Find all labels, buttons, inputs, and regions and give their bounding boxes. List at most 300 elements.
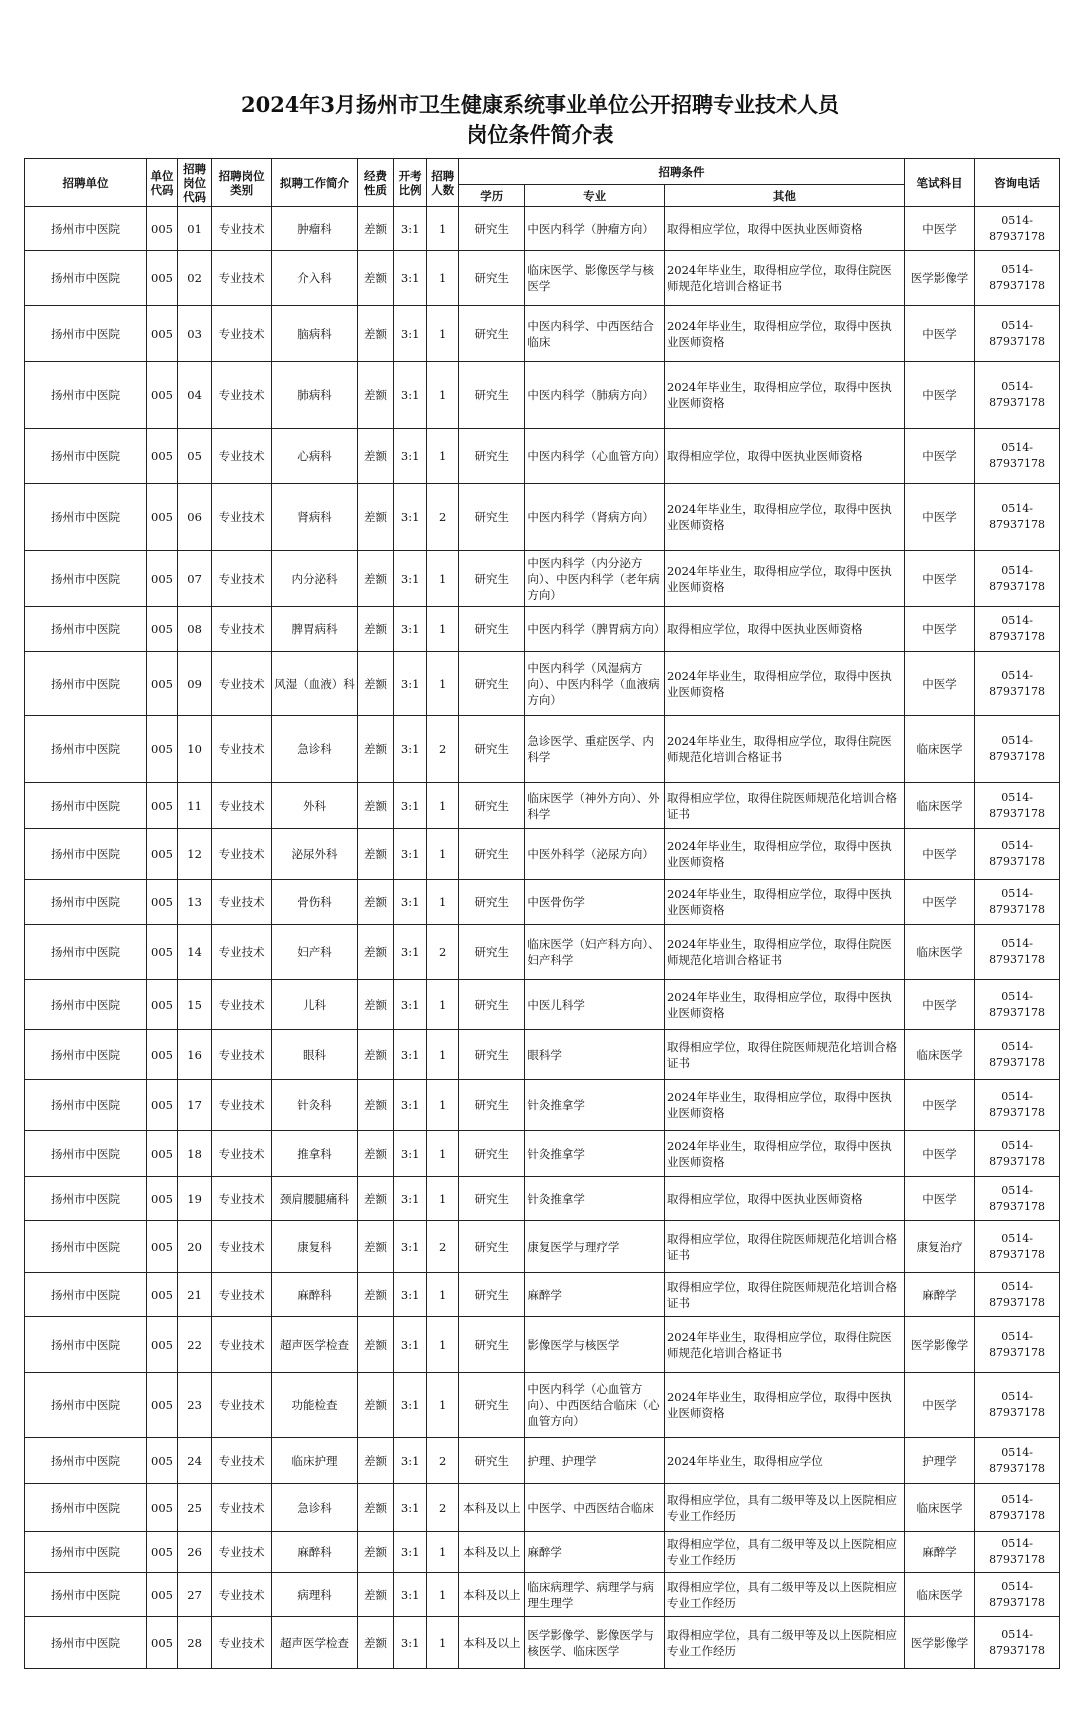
cell-funding: 差额: [357, 1177, 393, 1221]
cell-count: 1: [427, 980, 459, 1030]
cell-phone: 0514-87937178: [975, 880, 1060, 925]
cell-funding: 差额: [357, 880, 393, 925]
cell-ratio: 3:1: [394, 607, 427, 652]
cell-major: 临床医学、影像医学与核医学: [525, 251, 665, 306]
cell-funding: 差额: [357, 783, 393, 829]
cell-edu: 研究生: [459, 362, 525, 429]
cell-funding: 差额: [357, 1030, 393, 1080]
cell-phone: 0514-87937178: [975, 1373, 1060, 1438]
cell-edu: 研究生: [459, 1131, 525, 1177]
cell-post-code: 18: [178, 1131, 212, 1177]
cell-exam: 医学影像学: [904, 251, 974, 306]
cell-major: 眼科学: [525, 1030, 665, 1080]
cell-funding: 差额: [357, 1573, 393, 1617]
cell-exam: 中医学: [904, 1177, 974, 1221]
cell-count: 1: [427, 607, 459, 652]
table-row: [25, 251, 1060, 306]
cell-funding: 差额: [357, 829, 393, 880]
cell-phone: 0514-87937178: [975, 1532, 1060, 1573]
document-title: [0, 90, 1080, 150]
header-unit-code: 单位代码: [147, 159, 178, 207]
cell-phone: 0514-87937178: [975, 551, 1060, 607]
cell-major: 中医内科学（风湿病方向）、中医内科学（血液病方向）: [525, 652, 665, 716]
cell-edu: 研究生: [459, 1438, 525, 1484]
cell-exam: 中医学: [904, 652, 974, 716]
title-line-2: 岗位条件简介表: [466, 122, 614, 147]
table-row: [25, 484, 1060, 551]
cell-unit: 扬州市中医院: [25, 551, 147, 607]
cell-post-code: 28: [178, 1617, 212, 1669]
cell-unit: 扬州市中医院: [25, 1617, 147, 1669]
cell-funding: 差额: [357, 1617, 393, 1669]
cell-ratio: 3:1: [394, 1617, 427, 1669]
cell-post-code: 26: [178, 1532, 212, 1573]
cell-funding: 差额: [357, 1221, 393, 1273]
cell-other: 2024年毕业生，取得相应学位，取得中医执业医师资格: [664, 362, 904, 429]
cell-phone: 0514-87937178: [975, 1177, 1060, 1221]
cell-count: 1: [427, 1080, 459, 1131]
cell-phone: 0514-87937178: [975, 207, 1060, 251]
cell-phone: 0514-87937178: [975, 1317, 1060, 1373]
cell-work: 脑病科: [272, 306, 358, 362]
cell-funding: 差额: [357, 1273, 393, 1317]
table-body: [25, 207, 1060, 1669]
cell-other: 2024年毕业生，取得相应学位，取得住院医师规范化培训合格证书: [664, 251, 904, 306]
cell-post-type: 专业技术: [212, 484, 272, 551]
cell-post-code: 11: [178, 783, 212, 829]
cell-post-code: 06: [178, 484, 212, 551]
cell-exam: 临床医学: [904, 1030, 974, 1080]
cell-unit-code: 005: [147, 1373, 178, 1438]
cell-major: 针灸推拿学: [525, 1080, 665, 1131]
cell-unit-code: 005: [147, 829, 178, 880]
cell-major: 中医内科学（肿瘤方向）: [525, 207, 665, 251]
cell-post-code: 02: [178, 251, 212, 306]
header-post-code: 招聘岗位代码: [178, 159, 212, 207]
cell-other: 2024年毕业生，取得相应学位，取得中医执业医师资格: [664, 1080, 904, 1131]
cell-post-code: 16: [178, 1030, 212, 1080]
cell-unit-code: 005: [147, 251, 178, 306]
cell-unit-code: 005: [147, 1221, 178, 1273]
cell-ratio: 3:1: [394, 1221, 427, 1273]
cell-count: 1: [427, 251, 459, 306]
cell-unit: 扬州市中医院: [25, 980, 147, 1030]
cell-edu: 研究生: [459, 251, 525, 306]
cell-other: 2024年毕业生，取得相应学位，取得中医执业医师资格: [664, 652, 904, 716]
cell-work: 临床护理: [272, 1438, 358, 1484]
cell-funding: 差额: [357, 1131, 393, 1177]
cell-ratio: 3:1: [394, 980, 427, 1030]
cell-other: 取得相应学位，取得中医执业医师资格: [664, 207, 904, 251]
cell-funding: 差额: [357, 980, 393, 1030]
cell-other: 2024年毕业生，取得相应学位，取得中医执业医师资格: [664, 551, 904, 607]
cell-post-type: 专业技术: [212, 1221, 272, 1273]
cell-exam: 麻醉学: [904, 1273, 974, 1317]
cell-post-code: 04: [178, 362, 212, 429]
cell-count: 1: [427, 783, 459, 829]
cell-unit-code: 005: [147, 362, 178, 429]
cell-work: 麻醉科: [272, 1532, 358, 1573]
cell-major: 医学影像学、影像医学与核医学、临床医学: [525, 1617, 665, 1669]
cell-phone: 0514-87937178: [975, 1484, 1060, 1532]
cell-unit: 扬州市中医院: [25, 1221, 147, 1273]
cell-post-type: 专业技术: [212, 207, 272, 251]
recruitment-table: [24, 158, 1060, 1669]
cell-unit: 扬州市中医院: [25, 1131, 147, 1177]
cell-unit: 扬州市中医院: [25, 207, 147, 251]
cell-work: 急诊科: [272, 716, 358, 783]
cell-unit-code: 005: [147, 1573, 178, 1617]
cell-exam: 中医学: [904, 829, 974, 880]
cell-count: 1: [427, 1373, 459, 1438]
cell-ratio: 3:1: [394, 1030, 427, 1080]
table-row: [25, 980, 1060, 1030]
cell-work: 肾病科: [272, 484, 358, 551]
cell-funding: 差额: [357, 429, 393, 484]
cell-post-type: 专业技术: [212, 880, 272, 925]
cell-post-type: 专业技术: [212, 1131, 272, 1177]
cell-unit-code: 005: [147, 980, 178, 1030]
table-row: [25, 1221, 1060, 1273]
cell-unit: 扬州市中医院: [25, 484, 147, 551]
cell-major: 中医内科学（心血管方向）: [525, 429, 665, 484]
cell-post-code: 22: [178, 1317, 212, 1373]
cell-other: 2024年毕业生，取得相应学位: [664, 1438, 904, 1484]
cell-phone: 0514-87937178: [975, 1438, 1060, 1484]
cell-work: 骨伤科: [272, 880, 358, 925]
cell-ratio: 3:1: [394, 429, 427, 484]
cell-edu: 本科及以上: [459, 1617, 525, 1669]
header-exam: 笔试科目: [904, 159, 974, 207]
cell-unit: 扬州市中医院: [25, 925, 147, 980]
cell-post-code: 25: [178, 1484, 212, 1532]
cell-unit: 扬州市中医院: [25, 607, 147, 652]
header-edu: 学历: [459, 185, 525, 207]
cell-exam: 中医学: [904, 980, 974, 1030]
cell-post-code: 01: [178, 207, 212, 251]
cell-ratio: 3:1: [394, 880, 427, 925]
cell-post-type: 专业技术: [212, 1532, 272, 1573]
table-row: [25, 880, 1060, 925]
cell-post-code: 07: [178, 551, 212, 607]
cell-ratio: 3:1: [394, 251, 427, 306]
cell-post-code: 20: [178, 1221, 212, 1273]
cell-post-type: 专业技术: [212, 1273, 272, 1317]
cell-count: 1: [427, 1617, 459, 1669]
cell-post-type: 专业技术: [212, 829, 272, 880]
table-row: [25, 1177, 1060, 1221]
cell-other: 取得相应学位，取得中医执业医师资格: [664, 429, 904, 484]
cell-unit-code: 005: [147, 551, 178, 607]
header-post-type: 招聘岗位类别: [212, 159, 272, 207]
cell-unit-code: 005: [147, 1484, 178, 1532]
cell-funding: 差额: [357, 207, 393, 251]
cell-ratio: 3:1: [394, 1373, 427, 1438]
cell-major: 中医外科学（泌尿方向）: [525, 829, 665, 880]
cell-post-code: 27: [178, 1573, 212, 1617]
cell-unit-code: 005: [147, 1532, 178, 1573]
cell-major: 临床医学（神外方向）、外科学: [525, 783, 665, 829]
cell-count: 1: [427, 1030, 459, 1080]
cell-work: 肺病科: [272, 362, 358, 429]
cell-count: 1: [427, 829, 459, 880]
cell-count: 2: [427, 1438, 459, 1484]
cell-post-type: 专业技术: [212, 925, 272, 980]
cell-unit-code: 005: [147, 1317, 178, 1373]
cell-major: 临床医学（妇产科方向）、妇产科学: [525, 925, 665, 980]
cell-post-code: 19: [178, 1177, 212, 1221]
cell-count: 1: [427, 1573, 459, 1617]
cell-ratio: 3:1: [394, 551, 427, 607]
cell-work: 康复科: [272, 1221, 358, 1273]
cell-exam: 康复治疗: [904, 1221, 974, 1273]
cell-post-code: 17: [178, 1080, 212, 1131]
cell-edu: 研究生: [459, 1373, 525, 1438]
table-row: [25, 1438, 1060, 1484]
table-row: [25, 207, 1060, 251]
cell-phone: 0514-87937178: [975, 1573, 1060, 1617]
cell-ratio: 3:1: [394, 925, 427, 980]
cell-unit: 扬州市中医院: [25, 1317, 147, 1373]
cell-count: 1: [427, 207, 459, 251]
cell-work: 急诊科: [272, 1484, 358, 1532]
cell-phone: 0514-87937178: [975, 1080, 1060, 1131]
cell-ratio: 3:1: [394, 1131, 427, 1177]
cell-exam: 护理学: [904, 1438, 974, 1484]
cell-unit: 扬州市中医院: [25, 1080, 147, 1131]
cell-post-type: 专业技术: [212, 1573, 272, 1617]
cell-count: 1: [427, 1532, 459, 1573]
cell-count: 2: [427, 1484, 459, 1532]
cell-phone: 0514-87937178: [975, 1273, 1060, 1317]
cell-work: 心病科: [272, 429, 358, 484]
cell-edu: 研究生: [459, 652, 525, 716]
cell-phone: 0514-87937178: [975, 783, 1060, 829]
cell-work: 风湿（血液）科: [272, 652, 358, 716]
cell-other: 2024年毕业生，取得相应学位，取得住院医师规范化培训合格证书: [664, 925, 904, 980]
cell-unit-code: 005: [147, 783, 178, 829]
cell-unit-code: 005: [147, 1177, 178, 1221]
cell-unit: 扬州市中医院: [25, 251, 147, 306]
cell-funding: 差额: [357, 1484, 393, 1532]
cell-ratio: 3:1: [394, 652, 427, 716]
cell-other: 2024年毕业生，取得相应学位，取得中医执业医师资格: [664, 484, 904, 551]
cell-major: 中医骨伤学: [525, 880, 665, 925]
cell-post-type: 专业技术: [212, 1080, 272, 1131]
cell-phone: 0514-87937178: [975, 1221, 1060, 1273]
cell-count: 2: [427, 484, 459, 551]
cell-count: 2: [427, 925, 459, 980]
cell-work: 功能检查: [272, 1373, 358, 1438]
cell-unit: 扬州市中医院: [25, 362, 147, 429]
cell-ratio: 3:1: [394, 1273, 427, 1317]
table-row: [25, 1573, 1060, 1617]
cell-count: 1: [427, 1131, 459, 1177]
cell-exam: 临床医学: [904, 1573, 974, 1617]
header-unit: 招聘单位: [25, 159, 147, 207]
header-phone: 咨询电话: [975, 159, 1060, 207]
cell-count: 1: [427, 362, 459, 429]
cell-phone: 0514-87937178: [975, 429, 1060, 484]
cell-phone: 0514-87937178: [975, 829, 1060, 880]
cell-funding: 差额: [357, 716, 393, 783]
cell-unit: 扬州市中医院: [25, 1030, 147, 1080]
cell-unit: 扬州市中医院: [25, 1177, 147, 1221]
cell-count: 2: [427, 716, 459, 783]
cell-post-code: 09: [178, 652, 212, 716]
cell-unit-code: 005: [147, 1080, 178, 1131]
cell-other: 2024年毕业生，取得相应学位，取得中医执业医师资格: [664, 1131, 904, 1177]
cell-major: 针灸推拿学: [525, 1177, 665, 1221]
cell-funding: 差额: [357, 652, 393, 716]
cell-unit-code: 005: [147, 716, 178, 783]
table-row: [25, 1484, 1060, 1532]
cell-post-code: 08: [178, 607, 212, 652]
cell-ratio: 3:1: [394, 1317, 427, 1373]
table-row: [25, 1317, 1060, 1373]
table-row: [25, 783, 1060, 829]
table-row: [25, 925, 1060, 980]
cell-major: 中医儿科学: [525, 980, 665, 1030]
cell-ratio: 3:1: [394, 1438, 427, 1484]
cell-funding: 差额: [357, 1080, 393, 1131]
cell-work: 介入科: [272, 251, 358, 306]
cell-ratio: 3:1: [394, 716, 427, 783]
cell-exam: 医学影像学: [904, 1317, 974, 1373]
cell-exam: 中医学: [904, 607, 974, 652]
cell-exam: 麻醉学: [904, 1532, 974, 1573]
cell-ratio: 3:1: [394, 207, 427, 251]
cell-exam: 中医学: [904, 1080, 974, 1131]
cell-post-type: 专业技术: [212, 1373, 272, 1438]
cell-count: 2: [427, 1221, 459, 1273]
cell-edu: 研究生: [459, 306, 525, 362]
cell-other: 2024年毕业生，取得相应学位，取得中医执业医师资格: [664, 880, 904, 925]
cell-count: 1: [427, 429, 459, 484]
cell-post-type: 专业技术: [212, 551, 272, 607]
cell-phone: 0514-87937178: [975, 1617, 1060, 1669]
cell-work: 泌尿外科: [272, 829, 358, 880]
table-row: [25, 652, 1060, 716]
table-row: [25, 1131, 1060, 1177]
cell-work: 肿瘤科: [272, 207, 358, 251]
cell-exam: 临床医学: [904, 716, 974, 783]
cell-exam: 中医学: [904, 484, 974, 551]
cell-exam: 中医学: [904, 880, 974, 925]
cell-edu: 研究生: [459, 1221, 525, 1273]
cell-edu: 研究生: [459, 1177, 525, 1221]
cell-ratio: 3:1: [394, 1080, 427, 1131]
cell-phone: 0514-87937178: [975, 306, 1060, 362]
cell-post-code: 21: [178, 1273, 212, 1317]
cell-ratio: 3:1: [394, 1532, 427, 1573]
cell-ratio: 3:1: [394, 1177, 427, 1221]
cell-unit-code: 005: [147, 1131, 178, 1177]
cell-post-code: 15: [178, 980, 212, 1030]
cell-unit-code: 005: [147, 607, 178, 652]
cell-edu: 本科及以上: [459, 1532, 525, 1573]
cell-edu: 本科及以上: [459, 1484, 525, 1532]
cell-funding: 差额: [357, 1532, 393, 1573]
cell-funding: 差额: [357, 607, 393, 652]
cell-post-type: 专业技术: [212, 652, 272, 716]
cell-edu: 研究生: [459, 716, 525, 783]
cell-edu: 研究生: [459, 484, 525, 551]
cell-other: 2024年毕业生，取得相应学位，取得中医执业医师资格: [664, 1373, 904, 1438]
cell-post-type: 专业技术: [212, 1617, 272, 1669]
cell-post-type: 专业技术: [212, 429, 272, 484]
cell-unit: 扬州市中医院: [25, 652, 147, 716]
cell-other: 取得相应学位，取得中医执业医师资格: [664, 607, 904, 652]
cell-funding: 差额: [357, 251, 393, 306]
cell-unit: 扬州市中医院: [25, 1573, 147, 1617]
cell-post-code: 24: [178, 1438, 212, 1484]
header-count: 招聘人数: [427, 159, 459, 207]
cell-edu: 研究生: [459, 829, 525, 880]
cell-funding: 差额: [357, 1438, 393, 1484]
header-funding: 经费性质: [357, 159, 393, 207]
cell-unit: 扬州市中医院: [25, 716, 147, 783]
table-row: [25, 1617, 1060, 1669]
cell-post-type: 专业技术: [212, 783, 272, 829]
cell-ratio: 3:1: [394, 362, 427, 429]
cell-unit: 扬州市中医院: [25, 783, 147, 829]
cell-edu: 本科及以上: [459, 1573, 525, 1617]
cell-ratio: 3:1: [394, 829, 427, 880]
cell-post-code: 23: [178, 1373, 212, 1438]
cell-unit: 扬州市中医院: [25, 1273, 147, 1317]
cell-other: 取得相应学位，具有二级甲等及以上医院相应专业工作经历: [664, 1617, 904, 1669]
cell-unit: 扬州市中医院: [25, 1484, 147, 1532]
cell-other: 取得相应学位，取得中医执业医师资格: [664, 1177, 904, 1221]
cell-unit-code: 005: [147, 1438, 178, 1484]
cell-other: 取得相应学位，取得住院医师规范化培训合格证书: [664, 783, 904, 829]
cell-post-type: 专业技术: [212, 1484, 272, 1532]
table-row: [25, 829, 1060, 880]
cell-major: 中医内科学（肾病方向）: [525, 484, 665, 551]
cell-ratio: 3:1: [394, 783, 427, 829]
table-row: [25, 429, 1060, 484]
cell-phone: 0514-87937178: [975, 607, 1060, 652]
cell-post-code: 12: [178, 829, 212, 880]
cell-work: 推拿科: [272, 1131, 358, 1177]
cell-exam: 中医学: [904, 362, 974, 429]
header-conditions: 招聘条件: [459, 159, 905, 185]
cell-other: 取得相应学位，具有二级甲等及以上医院相应专业工作经历: [664, 1484, 904, 1532]
cell-major: 临床病理学、病理学与病理生理学: [525, 1573, 665, 1617]
cell-ratio: 3:1: [394, 1484, 427, 1532]
cell-other: 取得相应学位，取得住院医师规范化培训合格证书: [664, 1273, 904, 1317]
cell-post-code: 10: [178, 716, 212, 783]
cell-unit-code: 005: [147, 1273, 178, 1317]
cell-phone: 0514-87937178: [975, 1030, 1060, 1080]
header-work: 拟聘工作简介: [272, 159, 358, 207]
cell-unit-code: 005: [147, 207, 178, 251]
cell-work: 眼科: [272, 1030, 358, 1080]
cell-other: 取得相应学位，取得住院医师规范化培训合格证书: [664, 1221, 904, 1273]
cell-work: 内分泌科: [272, 551, 358, 607]
table-row: [25, 551, 1060, 607]
cell-edu: 研究生: [459, 207, 525, 251]
header-other: 其他: [664, 185, 904, 207]
cell-unit: 扬州市中医院: [25, 1532, 147, 1573]
cell-work: 外科: [272, 783, 358, 829]
cell-unit-code: 005: [147, 1030, 178, 1080]
cell-edu: 研究生: [459, 429, 525, 484]
cell-major: 护理、护理学: [525, 1438, 665, 1484]
cell-exam: 临床医学: [904, 1484, 974, 1532]
cell-major: 中医内科学（脾胃病方向）: [525, 607, 665, 652]
